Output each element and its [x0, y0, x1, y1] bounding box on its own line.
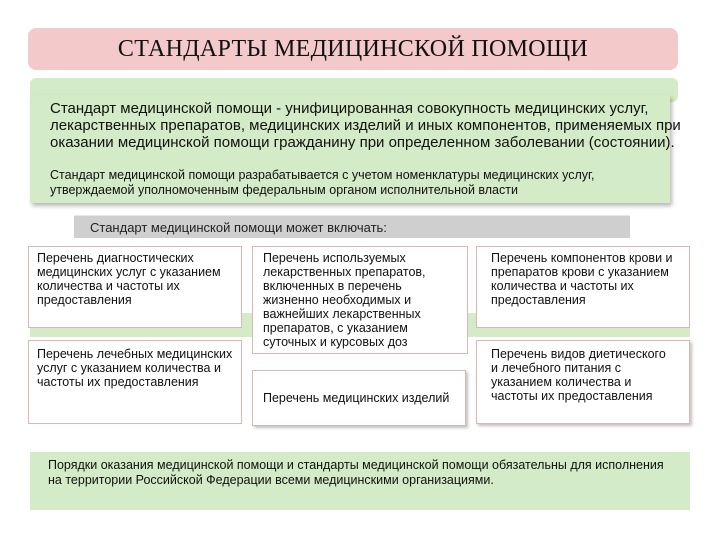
diet-nutrition-box: Перечень видов диетического и лечебного питания с указанием количества и частоты их предоставления — [476, 340, 690, 424]
nomenclature-note: Стандарт медицинской помощи разрабатывается с учетом номенклатуры медицинских услуг, утверждаемой уполномоченным федеральным органом исполнительной власти — [50, 168, 595, 197]
blood-components-box: Перечень компонентов крови и препаратов крови с указанием количества и частоты их предоставления — [476, 246, 690, 328]
include-label: Стандарт медицинской помощи может включать: — [90, 219, 387, 235]
diagnostic-services-box: Перечень диагностических медицинских услуг с указанием количества и частоты их предоставления — [28, 246, 242, 328]
mandatory-note: Порядки оказания медицинской помощи и стандарты медицинской помощи обязательны для исполнения на территории Российской Федерации всеми медицинскими организациями. — [30, 452, 690, 510]
include-header — [74, 215, 630, 238]
definition-text: Стандарт медицинской помощи - унифицированная совокупность медицинских услуг, лекарственных препаратов, медицинских изделий и иных компонентов, применяемых при оказании медицинской помощи гражданину при определенном заболевании (состоянии). — [50, 100, 681, 151]
page-title: СТАНДАРТЫ МЕДИЦИНСКОЙ ПОМОЩИ — [117, 35, 589, 62]
treatment-services-box: Перечень лечебных медицинских услуг с указанием количества и частоты их предоставления — [28, 340, 242, 424]
medical-devices-text: Перечень медицинских изделий — [263, 391, 450, 405]
medical-devices-box — [252, 370, 466, 426]
title-banner — [28, 28, 678, 70]
drugs-list-box: Перечень используемых лекарственных препаратов, включенных в перечень жизненно необходимых и важнейших лекарственных препаратов, с указанием суточных и курсовых доз — [252, 246, 468, 354]
